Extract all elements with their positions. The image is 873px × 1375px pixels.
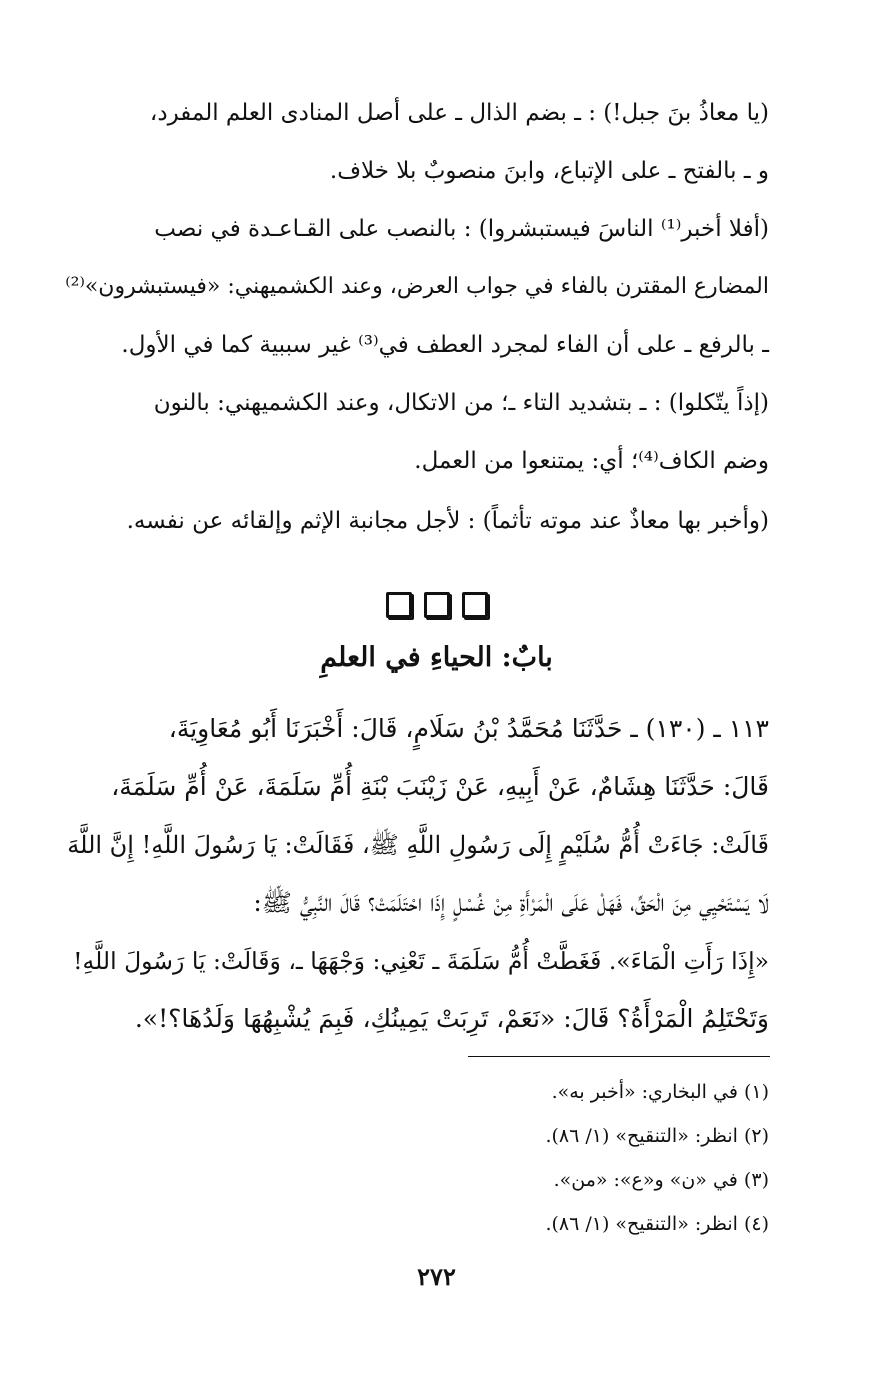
text-line: (إذاً يتّكلوا) : ـ بتشديد التاء ـ؛ من الاتكال، وعند الكشميهني: بالنون xyxy=(153,390,769,416)
footnote: (٤) انظر: «التنقيح» (١/ ٨٦). xyxy=(545,1213,769,1235)
footnote: (٢) انظر: «التنقيح» (١/ ٨٦). xyxy=(545,1125,769,1147)
square-ornament-icon xyxy=(386,592,412,618)
commentary-paragraph-2 xyxy=(66,200,769,374)
hadith-text xyxy=(66,700,769,1048)
hadith-line: قَالَتْ: جَاءَتْ أُمُّ سُلَيْمٍ إِلَى رَسُولِ اللَّهِ ﷺ، فَقَالَتْ: يَا رَسُولَ اللَّهِ! إِنَّ اللَّهَ xyxy=(67,831,769,859)
footnotes xyxy=(66,1070,769,1246)
footnote: (٣) في «ن» و«ع»: «من». xyxy=(553,1169,769,1191)
text-line: (وأخبر بها معاذٌ عند موته تأثماً) : لأجل مجانبة الإثم وإلقائه عن نفسه. xyxy=(126,508,769,534)
text-line: المضارع المقترن بالفاء في جواب العرض، وعند الكشميهني: «فيستبشرون»⁽²⁾ xyxy=(65,274,769,299)
hadith-line: لَا يَسْتَحْيِي مِنَ الْحَقِّ، فَهَلْ عَلَى الْمَرْأَةِ مِنْ غُسْلٍ إِذَا احْتَلَمَتْ؟ قَالَ النَّبِيُّ ﷺ: xyxy=(253,888,769,917)
commentary-paragraph-4 xyxy=(66,492,769,550)
text-line: (يا معاذُ بنَ جبل!) : ـ بضم الذال ـ على أصل المنادى العلم المفرد، xyxy=(149,100,769,126)
square-ornament-icon xyxy=(462,592,488,618)
chapter-title: بابٌ: الحياءِ في العلمِ xyxy=(320,642,553,673)
text-line: و ـ بالفتح ـ على الإتباع، وابنَ منصوبٌ بلا خلاف. xyxy=(329,158,769,184)
footnote: (١) في البخاري: «أخبر به». xyxy=(551,1081,769,1103)
text-line: وضم الكاف⁽⁴⁾؛ أي: يمتنعوا من العمل. xyxy=(414,448,769,474)
commentary-paragraph-1 xyxy=(66,84,769,200)
hadith-line: قَالَ: حَدَّثَنَا هِشَامٌ، عَنْ أَبِيهِ، عَنْ زَيْنَبَ بْنَةِ أُمِّ سَلَمَةَ، عَنْ أُمِّ سَلَمَةَ، xyxy=(111,772,769,801)
hadith-line: «إِذَا رَأَتِ الْمَاءَ». فَغَطَّتْ أُمُّ سَلَمَةَ ـ تَعْنِي: وَجْهَهَا ـ، وَقَالَتْ: يَا رَسُولَ اللَّهِ! xyxy=(73,947,769,975)
section-separator xyxy=(0,592,873,624)
hadith-line: وَتَحْتَلِمُ الْمَرْأَةُ؟ قَالَ: «نَعَمْ، تَرِبَتْ يَمِينُكِ، فَبِمَ يُشْبِهُهَا وَلَدُهَا؟!». xyxy=(134,1004,769,1033)
text-line: ـ بالرفع ـ على أن الفاء لمجرد العطف في⁽³⁾ غير سببية كما في الأول. xyxy=(121,332,769,358)
page-number: ٢٧٢ xyxy=(417,1262,456,1291)
commentary-paragraph-3 xyxy=(66,374,769,490)
hadith-line: ١١٣ ـ (١٣٠) ـ حَدَّثَنَا مُحَمَّدُ بْنُ سَلَامٍ، قَالَ: أَخْبَرَنَا أَبُو مُعَاوِيَةَ، xyxy=(168,714,769,743)
square-ornament-icon xyxy=(424,592,450,618)
text-line: (أفلا أخبر⁽¹⁾ الناسَ فيستبشروا) : بالنصب على القـاعـدة في نصب xyxy=(154,216,769,242)
footnote-divider xyxy=(468,1056,770,1057)
